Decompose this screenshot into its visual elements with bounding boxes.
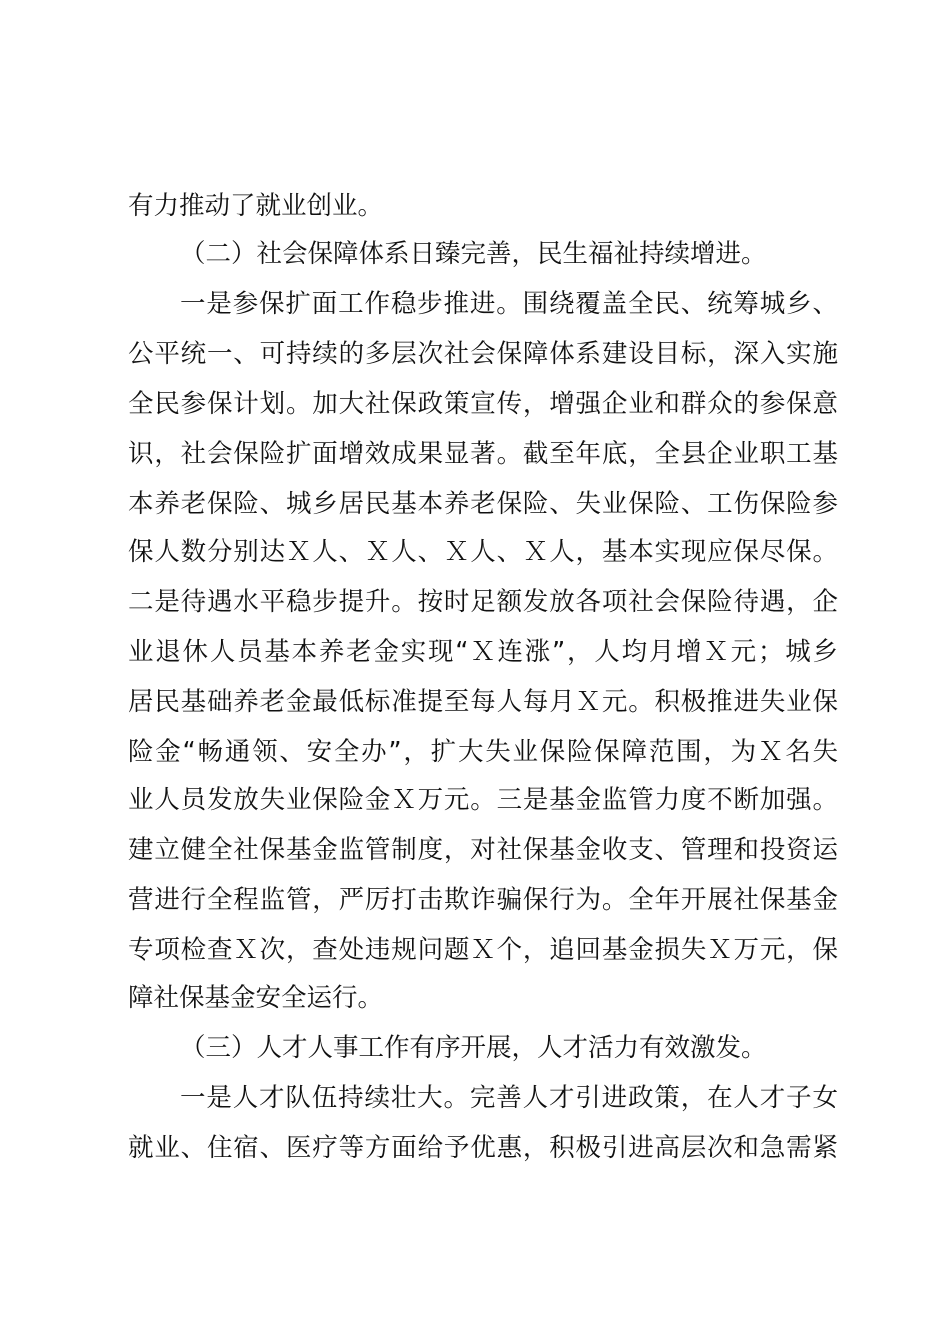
text-line: 一是参保扩面工作稳步推进。围绕覆盖全民、统筹城乡、	[180, 289, 838, 319]
text-line: 居民基础养老金最低标准提至每人每月Ｘ元。积极推进失业保	[128, 687, 838, 717]
text-line: 公平统一、可持续的多层次社会保障体系建设目标，深入实施	[128, 339, 838, 369]
text-line: 二是待遇水平稳步提升。按时足额发放各项社会保险待遇，企	[128, 587, 838, 617]
text-line: 业退休人员基本养老金实现“Ｘ连涨”，人均月增Ｘ元；城乡	[128, 637, 838, 667]
text-line: 营进行全程监管，严厉打击欺诈骗保行为。全年开展社保基金	[128, 885, 838, 915]
text-line: 本养老保险、城乡居民基本养老保险、失业保险、工伤保险参	[128, 489, 838, 519]
text-line: 一是人才队伍持续壮大。完善人才引进政策，在人才子女	[180, 1083, 838, 1113]
text-line: 就业、住宿、医疗等方面给予优惠，积极引进高层次和急需紧	[128, 1133, 838, 1163]
text-line: 保人数分别达Ｘ人、Ｘ人、Ｘ人、Ｘ人，基本实现应保尽保。	[128, 537, 838, 567]
text-line: 建立健全社保基金监管制度，对社保基金收支、管理和投资运	[128, 835, 838, 865]
section-heading: （二）社会保障体系日臻完善，民生福祉持续增进。	[180, 239, 767, 269]
text-line: 全民参保计划。加大社保政策宣传，增强企业和群众的参保意	[128, 389, 838, 419]
text-line: 险金“畅通领、安全办”，扩大失业保险保障范围，为Ｘ名失	[128, 737, 838, 767]
text-line: 有力推动了就业创业。	[128, 191, 384, 221]
text-line: 专项检查Ｘ次，查处违规问题Ｘ个，追回基金损失Ｘ万元，保	[128, 935, 838, 965]
section-heading: （三）人才人事工作有序开展，人才活力有效激发。	[180, 1033, 767, 1063]
text-line: 识，社会保险扩面增效成果显著。截至年底，全县企业职工基	[128, 439, 838, 469]
text-line: 障社保基金安全运行。	[128, 983, 384, 1013]
text-line: 业人员发放失业保险金Ｘ万元。三是基金监管力度不断加强。	[128, 785, 838, 815]
